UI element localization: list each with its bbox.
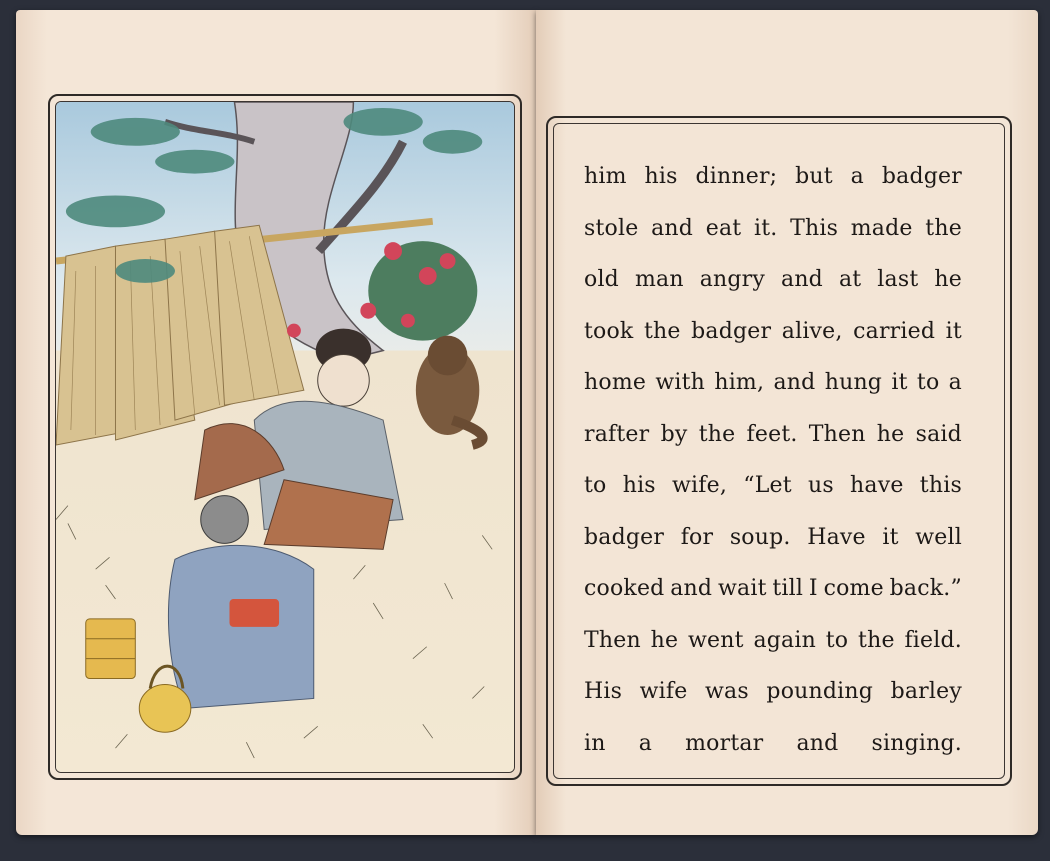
word: till — [772, 576, 804, 601]
text-line — [584, 317, 962, 369]
word: he — [876, 421, 905, 447]
word: carried — [853, 318, 936, 344]
word: old — [584, 267, 619, 292]
word: His — [584, 679, 623, 704]
right-page — [536, 10, 1038, 835]
word: alive, — [781, 318, 843, 344]
word: with — [655, 370, 706, 395]
word: his — [622, 473, 656, 498]
text-line — [584, 265, 962, 317]
word: again — [753, 627, 816, 653]
word: and — [670, 576, 713, 601]
word: barley — [890, 679, 962, 704]
word: Then — [808, 421, 866, 447]
word: wife — [639, 679, 688, 704]
word: but — [795, 164, 833, 189]
word: a — [850, 164, 864, 189]
word: “Let — [743, 473, 792, 498]
word: hung — [824, 370, 883, 395]
word: to — [584, 473, 607, 498]
word: badger — [881, 164, 962, 189]
word: badger — [584, 524, 665, 550]
word: man — [634, 267, 684, 292]
word: to — [916, 370, 940, 395]
text-line — [584, 574, 962, 626]
word: he — [650, 627, 679, 653]
text-line — [584, 677, 962, 729]
word: made — [850, 215, 913, 241]
word: this — [919, 473, 962, 498]
word: the — [858, 627, 895, 653]
word: a — [948, 370, 962, 395]
word: badger — [691, 318, 772, 344]
word: the — [925, 215, 962, 241]
word: said — [915, 421, 962, 447]
word: at — [838, 267, 862, 292]
word: by — [660, 421, 688, 447]
word: the — [698, 421, 736, 447]
word: have — [850, 473, 904, 498]
word: wait — [717, 576, 767, 601]
word: wife, — [672, 473, 728, 498]
text-line — [584, 368, 962, 420]
open-book — [16, 10, 1038, 845]
text-line — [584, 214, 962, 266]
word: well — [915, 524, 962, 550]
word: us — [807, 473, 834, 498]
story-text — [584, 162, 962, 780]
text-frame-inner — [553, 123, 1005, 779]
word: singing. — [871, 730, 962, 756]
word: it — [891, 370, 908, 395]
word: and — [773, 370, 816, 395]
word: eat — [705, 215, 742, 241]
word: last — [877, 267, 919, 292]
word: soup. — [729, 524, 791, 550]
text-frame — [546, 116, 1012, 786]
text-line — [584, 729, 962, 781]
word: home — [584, 370, 647, 395]
illustration-frame — [48, 94, 522, 780]
word: a — [638, 730, 653, 756]
word: field. — [904, 627, 962, 653]
word: and — [651, 215, 694, 241]
word: and — [781, 267, 823, 292]
word: pounding — [766, 679, 874, 704]
word: cooked — [584, 576, 665, 601]
word: in — [584, 730, 606, 756]
word: dinner; — [695, 164, 778, 189]
word: come — [823, 576, 884, 601]
illustration — [55, 101, 515, 773]
word: was — [705, 679, 749, 704]
word: for — [680, 524, 714, 550]
word: him — [584, 164, 627, 189]
text-line — [584, 523, 962, 575]
word: went — [688, 627, 744, 653]
word: the — [643, 318, 681, 344]
word: it — [882, 524, 899, 550]
word: mortar — [685, 730, 764, 756]
word: angry — [699, 267, 766, 292]
text-line — [584, 471, 962, 523]
word: him, — [714, 370, 765, 395]
word: back.” — [889, 576, 962, 601]
word: This — [790, 215, 839, 241]
text-line — [584, 162, 962, 214]
word: his — [644, 164, 678, 189]
word: feet. — [746, 421, 798, 447]
word: I — [808, 576, 818, 601]
word: took — [584, 318, 634, 344]
text-line — [584, 420, 962, 472]
word: to — [825, 627, 849, 653]
left-page — [16, 10, 536, 835]
word: he — [934, 267, 962, 292]
word: stole — [584, 215, 639, 241]
word: rafter — [584, 421, 650, 447]
word: it — [945, 318, 962, 344]
word: Then — [584, 627, 641, 653]
word: Have — [807, 524, 866, 550]
word: and — [796, 730, 839, 756]
text-line — [584, 626, 962, 678]
word: it. — [753, 215, 778, 241]
old-man-wife-badger-picture — [56, 102, 514, 772]
